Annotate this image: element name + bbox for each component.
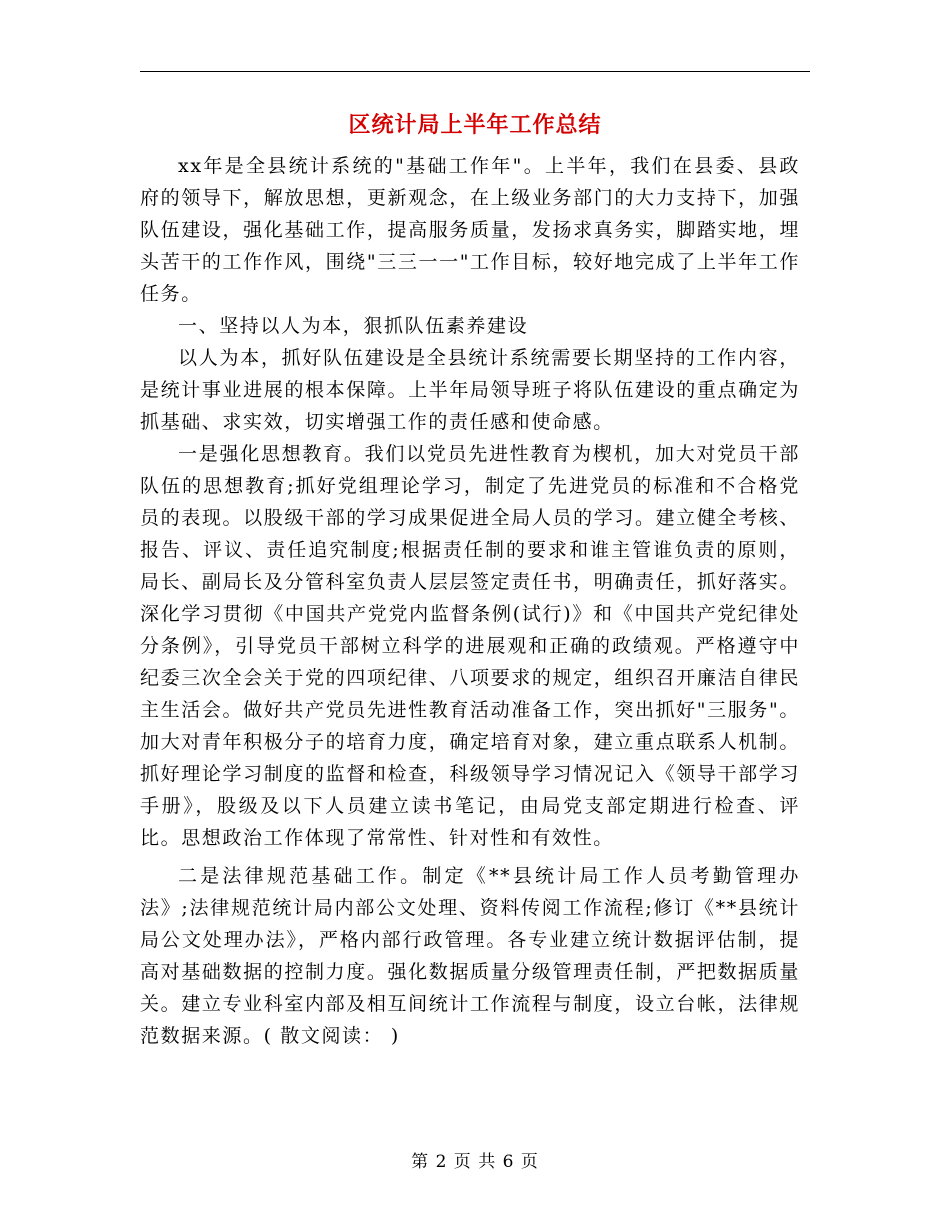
body-paragraph: 以人为本，抓好队伍建设是全县统计系统需要长期坚持的工作内容，是统计事业进展的根本保障。上半年局领导班子将队伍建设的重点确定为抓基础、求实效，切实增强工作的责任感和使命感。 bbox=[140, 347, 800, 433]
page-number: 第 2 页 共 6 页 bbox=[411, 1152, 539, 1172]
section-heading-1: 一、坚持以人为本，狠抓队伍素养建设 bbox=[178, 315, 529, 337]
document-title: 区统计局上半年工作总结 bbox=[348, 113, 602, 138]
intro-paragraph: xx年是全县统计系统的"基础工作年"。上半年，我们在县委、县政府的领导下，解放思想，更新观念，在上级业务部门的大力支持下，加强队伍建设，强化基础工作，提高服务质量，发扬求真务实，脚踏实地，埋头苦干的工作作风，围绕"三三一一"工作目标，较好地完成了上半年工作任务。 bbox=[140, 155, 800, 305]
document-body bbox=[140, 150, 800, 1052]
header-rule bbox=[140, 71, 810, 72]
body-paragraph: 一是强化思想教育。我们以党员先进性教育为楔机，加大对党员干部队伍的思想教育;抓好党组理论学习，制定了先进党员的标准和不合格党员的表现。以股级干部的学习成果促进全局人员的学习。建立健全考核、报告、评议、责任追究制度;根据责任制的要求和谁主管谁负责的原则，局长、副局长及分管科室负责人层层签定责任书，明确责任，抓好落实。深化学习贯彻《中国共产党党内监督条例(试行)》和《中国共产党纪律处分条例》，引导党员干部树立科学的进展观和正确的政绩观。严格遵守中纪委三次全会关于党的四项纪律、八项要求的规定，组织召开廉洁自律民主生活会。做好共产党员先进性教育活动准备工作，突出抓好"三服务"。加大对青年积极分子的培育力度，确定培育对象，建立重点联系人机制。抓好理论学习制度的监督和检查，科级领导学习情况记入《领导干部学习手册》，股级及以下人员建立读书笔记，由局党支部定期进行检查、评比。思想政治工作体现了常常性、针对性和有效性。 bbox=[140, 443, 800, 849]
body-paragraph: 二是法律规范基础工作。制定《**县统计局工作人员考勤管理办法》;法律规范统计局内部公文处理、资料传阅工作流程;修订《**县统计局公文处理办法》，严格内部行政管理。各专业建立统计数据评估制，提高对基础数据的控制力度。强化数据质量分级管理责任制，严把数据质量关。建立专业科室内部及相互间统计工作流程与制度，设立台帐，法律规范数据来源。( 散文阅读： ) bbox=[140, 865, 800, 1047]
